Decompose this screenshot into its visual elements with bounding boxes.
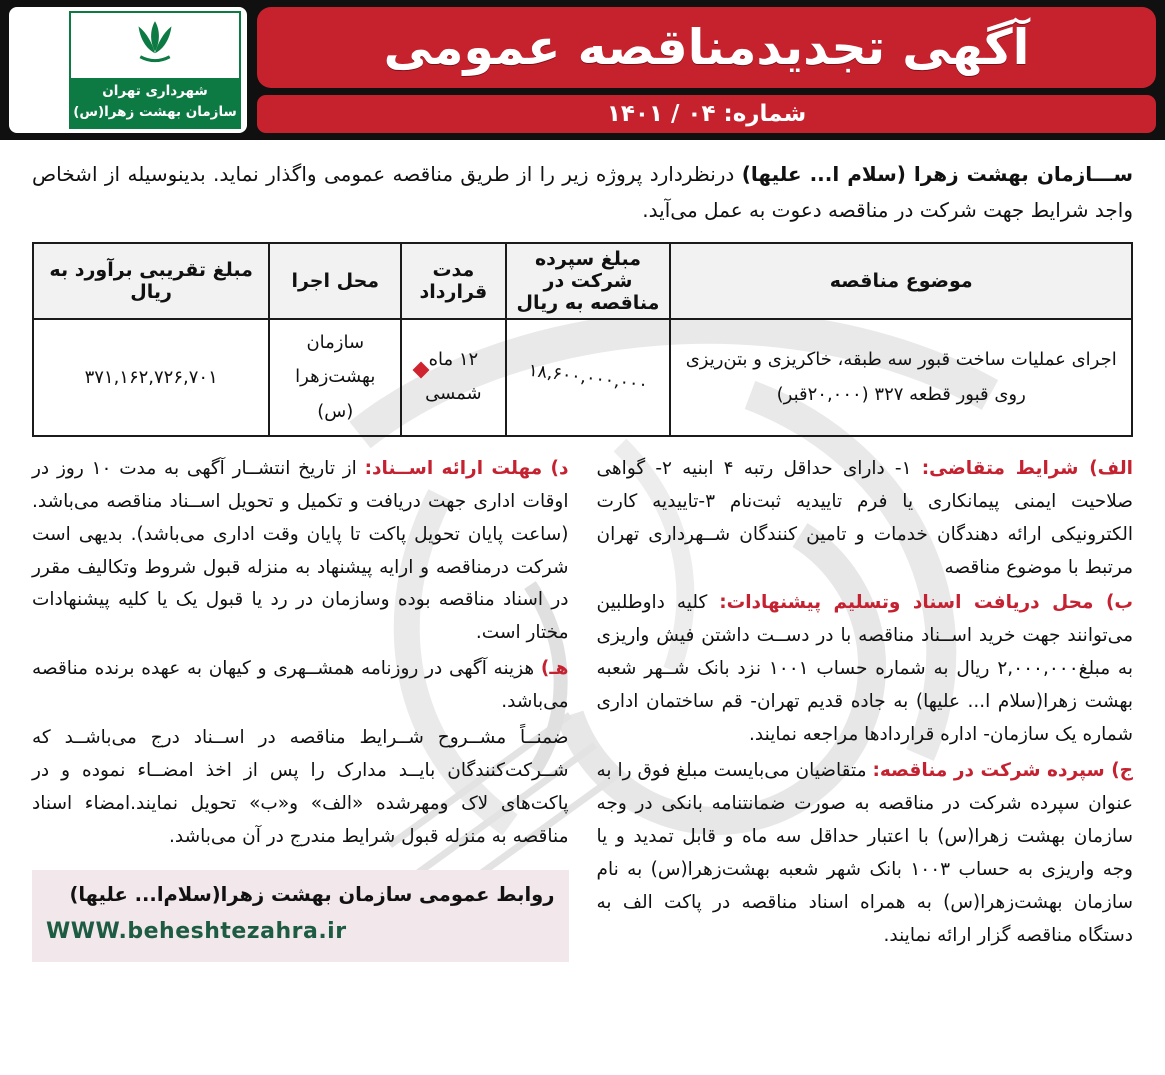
section-dal bbox=[32, 453, 569, 651]
org-logo-box bbox=[69, 11, 241, 129]
ad-number: شماره: ۰۴ / ۱۴۰۱ bbox=[606, 101, 807, 127]
tulip-logo-icon bbox=[129, 16, 181, 68]
deposit-amount: ۱۸,۶۰۰,۰۰۰,۰۰۰ bbox=[527, 360, 649, 396]
location-line2: بهشت‌زهرا (س) bbox=[295, 366, 376, 422]
section-alef bbox=[597, 453, 1134, 585]
title-banner bbox=[257, 7, 1156, 88]
intro-lead: ســـازمان بهشت زهرا (سلام ا... علیها) bbox=[741, 162, 1133, 186]
section-alef-text: ۱- دارای حداقل رتبه ۴ ابنیه ۲- گواهی صلاحیت ایمنی پیمانکاری یا فرم تاییدیه ثبت‌نام ۳-تاییدیه کارت الکترونیکی ارائه دهندگان خدمات و تامین کنندگان شــهرداری تهران مرتبط با موضوع مناقصه bbox=[596, 457, 1133, 578]
section-be bbox=[597, 587, 1134, 752]
section-jim bbox=[597, 755, 1134, 953]
org-name-line2: سازمان بهشت زهرا(س) bbox=[73, 104, 237, 121]
table-row bbox=[33, 319, 1132, 436]
header-deposit: مبلغ سپرده شرکت در مناقصه به ریال bbox=[506, 243, 671, 319]
number-banner bbox=[257, 95, 1156, 133]
footer-box bbox=[32, 870, 569, 962]
section-he-label: هـ) bbox=[540, 658, 569, 680]
column-left bbox=[32, 453, 569, 962]
location-line1: سازمان bbox=[306, 332, 365, 354]
header-estimate: مبلغ تقریبی برآورد به ریال bbox=[33, 243, 269, 319]
tender-table bbox=[32, 242, 1133, 437]
header-subject: موضوع مناقصه bbox=[670, 243, 1132, 319]
section-jim-text: متقاضیان می‌بایست مبلغ فوق را به عنوان سپرده شرکت در مناقصه به صورت ضمانتنامه بانکی در وجه سازمان بهشت زهرا(س) با اعتبار حداقل سه ماه و قابل تمدید و یا وجه واریزی به حساب ۱۰۰۳ بانک شهر شعبه بهشت‌زهرا(س) به نام سازمان بهشت‌زهرا(س) به همراه اسناد مناقصه در پاکت الف به دستگاه مناقصه گزار ارائه نمایند. bbox=[596, 760, 1133, 946]
org-name-line1: شهرداری تهران bbox=[102, 83, 208, 100]
duration-line2: شمسی bbox=[425, 383, 482, 405]
header-duration: مدت قرارداد bbox=[401, 243, 505, 319]
section-he bbox=[32, 653, 569, 719]
section-he-text: هزینه آگهی در روزنامه همشــهری و کیهان به عهده برنده مناقصه می‌باشد. bbox=[32, 658, 569, 713]
logo-panel bbox=[9, 7, 247, 133]
estimate-cell: ۳۷۱,۱۶۲,۷۲۶,۷۰۱ bbox=[33, 319, 269, 436]
banner-area bbox=[257, 7, 1156, 133]
ad-title: آگهی تجدیدمناقصه عمومی bbox=[383, 19, 1030, 76]
intro-rest: درنظردارد پروژه زیر را از طریق مناقصه عمومی واگذار نماید. بدینوسیله از اشخاص واجد شرایط جهت شرکت در مناقصه دعوت به عمل می‌آید. bbox=[32, 162, 1133, 222]
body-columns bbox=[0, 437, 1165, 962]
section-note: ضمنــاً مشــروح شــرایط مناقصه در اســناد درج می‌باشــد که شــرکت‌کنندگان بایــد مدارک را پس از اخذ امضــاء نموده و در پاکت‌های لاک ومهرشده «الف» و«ب» تحویل نمایند.امضاء اسناد مناقصه به منزله قبول شرایط مندرج در آن می‌باشد. bbox=[32, 727, 569, 847]
intro-paragraph bbox=[0, 140, 1165, 234]
duration-line1: ۱۲ ماه bbox=[428, 349, 479, 371]
deposit-cell bbox=[506, 319, 671, 436]
duration-cell bbox=[401, 319, 505, 436]
section-dal-text: از تاریخ انتشــار آگهی به مدت ۱۰ روز در اوقات اداری جهت دریافت و تکمیل و تحویل اســناد مناقصه می‌باشد.(ساعت پایان تحویل پاکت تا پایان وقت اداری می‌باشد). بدیهی است شرکت درمناقصه و ارایه پیشنهاد به منزله قبول شروط وتکالیف مقرر در اسناد مناقصه بوده وسازمان در رد یا قبول یک یا کلیه پیشنهادات مختار است. bbox=[32, 457, 569, 644]
section-be-text: کلیه داوطلبین می‌توانند جهت خرید اســناد مناقصه با در دســت داشتن فیش واریزی به مبلغ۲,۰۰۰,۰۰۰ ریال به شماره حساب ۱۰۰۱ نزد بانک شــهر شعبه بهشت زهرا(سلام ا... علیها) به جاده قدیم تهران- قم ساختمان اداری شماره یک سازمان- اداره قراردادها مراجعه نمایند. bbox=[596, 592, 1133, 746]
location-cell bbox=[269, 319, 401, 436]
section-be-label: ب) محل دریافت اسناد وتسلیم پیشنهادات: bbox=[719, 592, 1133, 614]
org-name bbox=[71, 78, 239, 127]
subject-cell: اجرای عملیات ساخت قبور سه طبقه، خاکریزی و بتن‌ریزی روی قبور قطعه ۳۲۷ (۲۰,۰۰۰قبر) bbox=[670, 319, 1132, 436]
column-right bbox=[597, 453, 1134, 962]
section-jim-label: ج) سپرده شرکت در مناقصه: bbox=[872, 760, 1133, 782]
public-relations-line: روابط عمومی سازمان بهشت زهرا(سلام‌ا... علیها) bbox=[69, 882, 555, 906]
header-band bbox=[0, 0, 1165, 140]
header-location: محل اجرا bbox=[269, 243, 401, 319]
section-dal-label: د) مهلت ارائه اســناد: bbox=[364, 457, 569, 479]
website-url: WWW.beheshtezahra.ir bbox=[46, 919, 347, 944]
table-header-row bbox=[33, 243, 1132, 319]
section-alef-label: الف) شرایط متقاضی: bbox=[921, 457, 1133, 479]
